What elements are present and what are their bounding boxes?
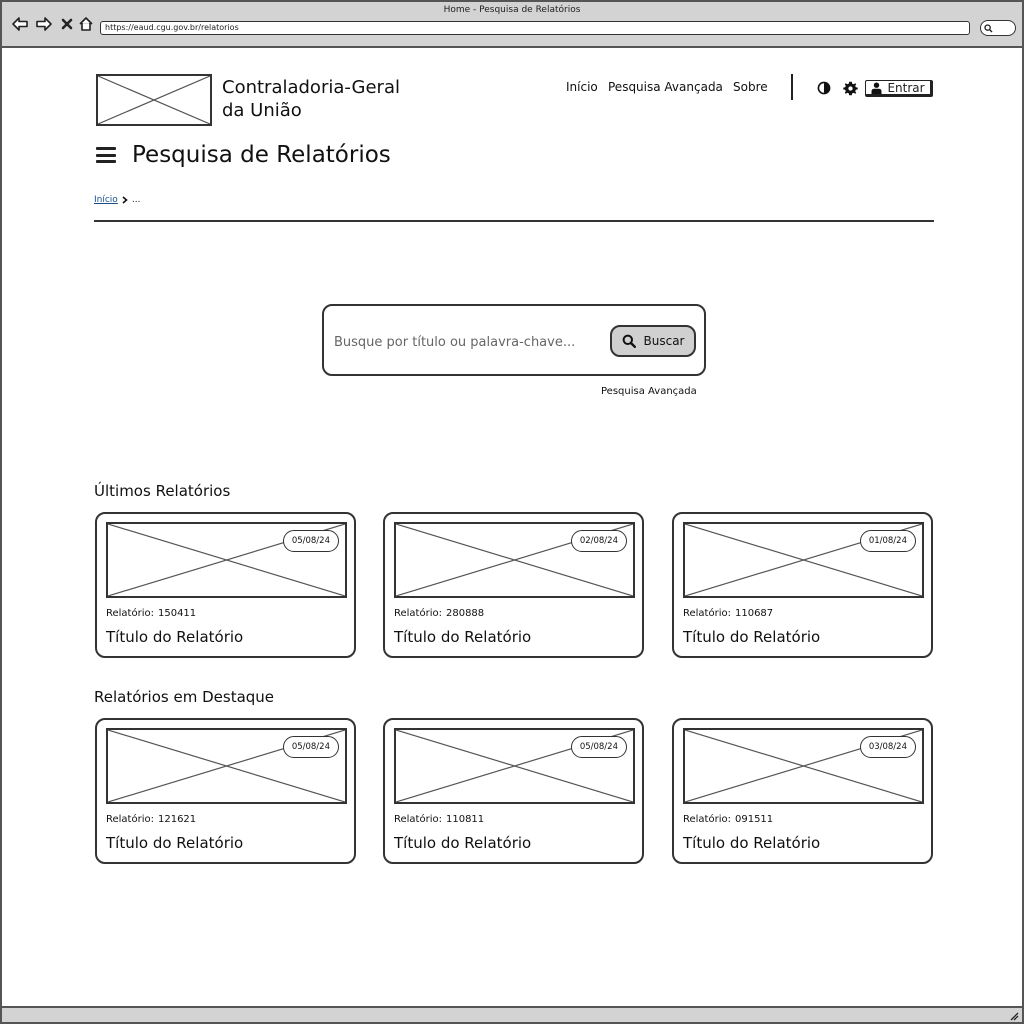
report-title: Título do Relatório <box>106 834 244 852</box>
search-button[interactable] <box>610 325 696 357</box>
report-date-badge: 05/08/24 <box>283 530 339 552</box>
user-icon <box>871 82 882 94</box>
organization-name-line2: da União <box>222 100 302 121</box>
nav-link-pesquisa-avancada[interactable]: Pesquisa Avançada <box>608 80 723 94</box>
search-button-label: Buscar <box>643 334 685 348</box>
report-date-badge: 03/08/24 <box>860 736 916 758</box>
home-icon[interactable] <box>76 14 96 34</box>
breadcrumb-current: ... <box>131 195 141 205</box>
report-id: Relatório: 121621 <box>106 814 197 825</box>
report-id: Relatório: 280888 <box>394 608 485 619</box>
nav-link-sobre[interactable]: Sobre <box>733 80 768 94</box>
report-title: Título do Relatório <box>683 834 821 852</box>
report-card[interactable] <box>383 718 644 864</box>
contrast-icon[interactable] <box>816 80 832 96</box>
report-thumbnail <box>106 728 347 804</box>
window-title: Home - Pesquisa de Relatórios <box>443 5 581 15</box>
advanced-search-link[interactable]: Pesquisa Avançada <box>601 386 697 397</box>
latest-reports-heading: Últimos Relatórios <box>94 482 231 500</box>
breadcrumb <box>94 195 140 205</box>
organization-name-line1: Contraladoria-Geral <box>222 77 400 98</box>
page-title-row <box>96 140 391 170</box>
browser-search-icon[interactable] <box>980 20 1016 36</box>
report-title: Título do Relatório <box>106 628 244 646</box>
report-thumbnail <box>394 522 635 598</box>
report-card[interactable] <box>672 718 933 864</box>
featured-reports-heading: Relatórios em Destaque <box>94 688 275 706</box>
breadcrumb-home-link[interactable]: Início <box>94 195 118 205</box>
logo-placeholder[interactable] <box>96 74 212 126</box>
gear-icon[interactable] <box>842 80 858 96</box>
login-button-label: Entrar <box>887 80 925 95</box>
resize-grip-icon[interactable] <box>1007 1009 1019 1021</box>
report-date-badge: 01/08/24 <box>860 530 916 552</box>
report-title: Título do Relatório <box>394 628 532 646</box>
report-card[interactable] <box>95 718 356 864</box>
report-title: Título do Relatório <box>394 834 532 852</box>
report-thumbnail <box>683 522 924 598</box>
report-date-badge: 05/08/24 <box>571 736 627 758</box>
report-title: Título do Relatório <box>683 628 821 646</box>
header-separator <box>94 220 934 222</box>
hamburger-menu-icon[interactable] <box>96 147 116 163</box>
search-input[interactable] <box>334 330 604 354</box>
organization-name <box>222 76 442 122</box>
report-id: Relatório: 091511 <box>683 814 774 825</box>
header-divider <box>791 74 793 100</box>
chevron-right-icon <box>122 196 128 204</box>
login-button[interactable] <box>865 80 933 97</box>
back-arrow-icon[interactable] <box>10 14 30 34</box>
search-panel <box>322 304 706 376</box>
page-title: Pesquisa de Relatórios <box>132 142 391 168</box>
report-thumbnail <box>394 728 635 804</box>
report-date-badge: 02/08/24 <box>571 530 627 552</box>
forward-arrow-icon[interactable] <box>34 14 54 34</box>
report-thumbnail <box>683 728 924 804</box>
search-icon <box>622 334 636 348</box>
nav-link-inicio[interactable]: Início <box>566 80 598 94</box>
browser-toolbar <box>2 2 1022 48</box>
report-id: Relatório: 110687 <box>683 608 774 619</box>
report-thumbnail <box>106 522 347 598</box>
report-card[interactable] <box>383 512 644 658</box>
report-id: Relatório: 110811 <box>394 814 485 825</box>
report-id: Relatório: 150411 <box>106 608 197 619</box>
browser-status-bar <box>2 1006 1022 1022</box>
stop-icon[interactable] <box>57 14 77 34</box>
report-date-badge: 05/08/24 <box>283 736 339 758</box>
report-card[interactable] <box>672 512 933 658</box>
url-bar[interactable]: https://eaud.cgu.gov.br/relatorios <box>100 21 970 35</box>
report-card[interactable] <box>95 512 356 658</box>
